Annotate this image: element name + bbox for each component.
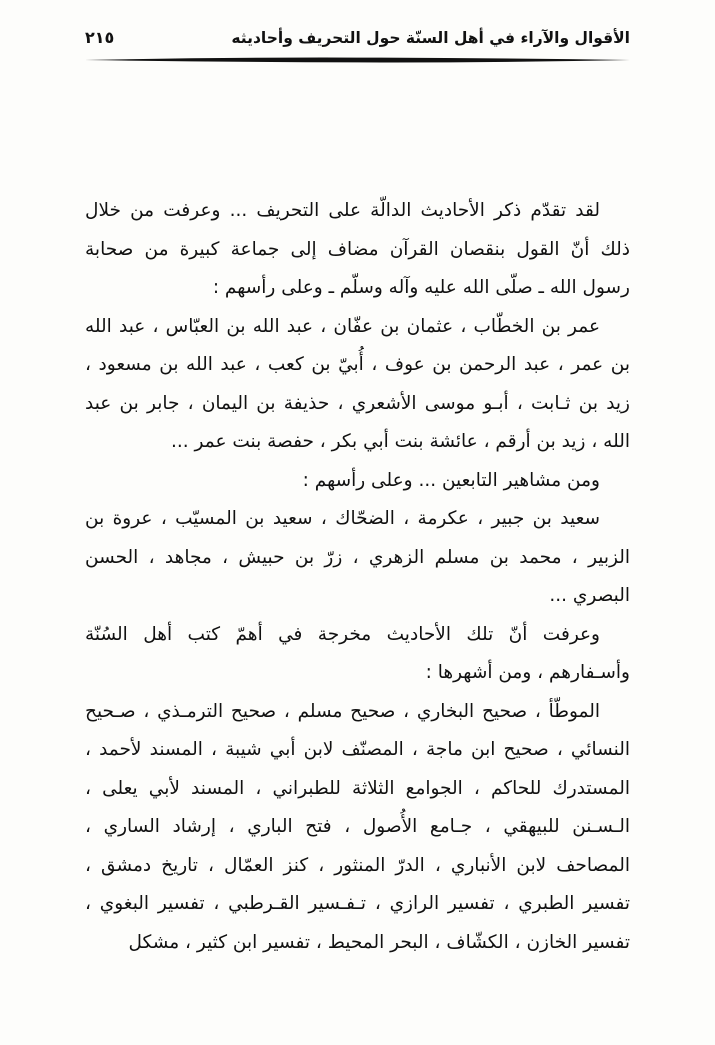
paragraph: ومن مشاهير التابعين ... وعلى رأسهم : — [302, 469, 600, 491]
paragraph: وعرفت أنّ تلك الأحاديث مخرجة في أهمّ كتب أهل السُنّة وأسـفارهم ، ومن أشهرها : — [85, 623, 630, 683]
paragraph: عمر بن الخطّاب ، عثمان بن عفّان ، عبد الله بن العبّاس ، عبد الله بن عمر ، عبد الرحمن بن عوف ، أُبيّ بن كعب ، عبد الله بن مسعود ، زيد بن ثـابت ، أبـو موسى الأشعري ، حذيفة بن اليمان ، جابر بن عبد الله ، زيد بن أرقم ، عائشة بنت أبي بكر ، حفصة بنت عمر ... — [85, 315, 630, 452]
paragraph: لقد تقدّم ذكر الأحاديث الدالّة على التحريف ... وعرفت من خلال ذلك أنّ القول بنقصان القرآن مضاف إلى جماعة كبيرة من صحابة رسول الله ـ صلّى الله عليه وآله وسلّم ـ وعلى رأسهم : — [85, 200, 630, 298]
paragraph: الموطّأ ، صحيح البخاري ، صحيح مسلم ، صحيح الترمـذي ، صـحيح النسائي ، صحيح ابن ماجة ، المصنّف لابن أبي شيبة ، المسند لأحمد ، المستدرك للحاكم ، الجوامع الثلاثة للطبراني ، المسند لأبي يعلى ، الـسـنن للبيهقي ، جـامع الأُصول ، فتح الباري ، إرشاد الساري ، المصاحف لابن الأنباري ، الدرّ المنثور ، كنز العمّال ، تاريخ دمشق ، تفسير الطبري ، تفسير الرازي ، تـفـسير القـرطبي ، تفسير البغوي ، تفسير الخازن ، الكشّاف ، البحر المحيط ، تفسير ابن كثير ، مشكل — [85, 700, 630, 953]
chapter-title: الأقوال والآراء في أهل السنّة حول التحريف وأحاديثه — [231, 29, 630, 47]
header-rule — [85, 56, 630, 64]
paragraph: سعيد بن جبير ، عكرمة ، الضحّاك ، سعيد بن المسيّب ، عروة بن الزبير ، محمد بن مسلم الزهري ، زرّ بن حبيش ، مجاهد ، الحسن البصري ... — [85, 508, 630, 606]
page-body — [85, 192, 630, 962]
running-header — [85, 28, 630, 47]
page-number: ٢١٥ — [85, 28, 115, 47]
